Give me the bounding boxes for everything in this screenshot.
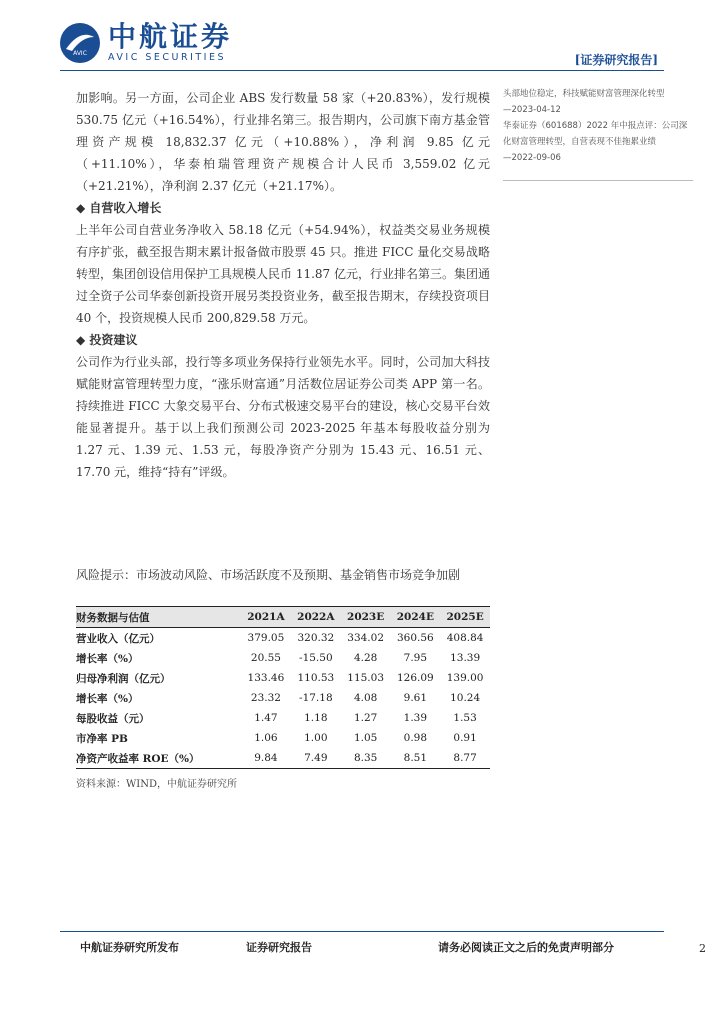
section-title-proprietary: ◆ 自营收入增长 [76, 201, 162, 215]
table-row [76, 688, 490, 708]
table-cell: 320.32 [297, 632, 335, 644]
table-cell: 7.49 [291, 748, 341, 769]
table-cell: 归母净利润（亿元） [76, 672, 171, 685]
financial-data-table [76, 606, 490, 769]
table-cell: 0.91 [453, 732, 477, 744]
table-cell: 1.47 [254, 712, 278, 724]
table-cell: 1.00 [304, 732, 328, 744]
table-header-cell: 2021A [241, 607, 291, 628]
table-cell: 23.32 [250, 692, 281, 704]
table-cell: 379.05 [247, 632, 285, 644]
table-row [76, 708, 490, 728]
body-paragraph-1: 加影响。另一方面，公司企业 ABS 发行数量 58 家（+20.83%），发行规模 530.75 亿元（+16.54%），行业排名第三。报告期内，公司旗下南方基金管理资产规模 18,832.37 亿元（+10.88%），净利润 9.85 亿元（+11.10%），华泰柏瑞管理资产规模合计人民币 3,559.02 亿元（+21.21%），净利润 2.37 亿元（+21.17%）。 [76, 91, 490, 193]
table-cell: 营业收入（亿元） [76, 632, 160, 645]
header-divider [60, 70, 664, 71]
table-cell: 4.28 [353, 652, 378, 664]
table-header-cell: 2023E [341, 607, 391, 628]
table-cell: 9.61 [403, 692, 428, 704]
table-cell: 0.98 [403, 732, 428, 744]
body-paragraph-2: 上半年公司自营业务净收入 58.18 亿元（+54.94%），权益类交易业务规模有序扩张，截至报告期末累计报备做市股票 45 只。推进 FICC 量化交易战略转型，集团创设信用保护工具规模人民币 11.87 亿元，行业排名第三。集团通过全资子公司华泰创新投资开展另类投资业务，截至报告期末，存续投资项目 40 个，投资规模人民币 200,829.58 万元。 [76, 223, 490, 325]
table-header-row [76, 607, 490, 628]
table-cell: 增长率（%） [76, 692, 139, 705]
table-cell: 市净率 PB [76, 732, 128, 745]
related-report-title[interactable]: 华泰证券（601688）2022 年中报点评：公司深化财富管理转型，自营表现不佳拖累业绩 [503, 121, 688, 147]
table-cell: 334.02 [347, 632, 385, 644]
footer-divider [60, 931, 664, 932]
logo-badge-text: AVIC [73, 49, 87, 57]
table-cell: 1.27 [353, 712, 378, 724]
table-cell: 每股收益（元） [76, 712, 150, 725]
footer-disclaimer-link[interactable]: 请务必阅读正文之后的免责声明部分 [438, 941, 614, 954]
related-report-date: —2023-04-12 [503, 105, 561, 115]
table-row [76, 748, 490, 769]
logo-chinese-name: 中航证券 [108, 20, 233, 53]
table-cell: 10.24 [450, 692, 481, 704]
table-cell: 8.35 [341, 748, 391, 769]
table-cell: 408.84 [446, 632, 484, 644]
table-header-cell: 财务数据与估值 [76, 607, 241, 628]
section-title-investment-advice: ◆ 投资建议 [76, 333, 138, 347]
related-report-title[interactable]: 头部地位稳定，科技赋能财富管理深化转型 [503, 89, 665, 99]
table-cell: 1.06 [254, 732, 278, 744]
table-cell: 1.39 [403, 712, 428, 724]
table-cell: 13.39 [450, 652, 481, 664]
table-cell: 110.53 [297, 672, 335, 684]
avic-logo-icon [60, 23, 100, 63]
table-row [76, 628, 490, 649]
table-row [76, 648, 490, 668]
table-cell: 1.05 [353, 732, 378, 744]
risk-warning: 风险提示：市场波动风险、市场活跃度不及预期、基金销售市场竞争加剧 [76, 568, 461, 582]
table-cell: 8.77 [440, 748, 490, 769]
table-header-cell: 2022A [291, 607, 341, 628]
company-logo [60, 22, 232, 63]
main-body [76, 87, 490, 483]
related-reports-sidebar [503, 86, 693, 166]
table-cell: 增长率（%） [76, 652, 139, 665]
table-cell: -15.50 [299, 652, 333, 664]
table-cell: 126.09 [396, 672, 434, 684]
page-number: 2 [699, 942, 706, 955]
footer-publisher: 中航证券研究所发布 [80, 941, 179, 954]
table-cell: 1.53 [453, 712, 477, 724]
table-header-cell: 2025E [440, 607, 490, 628]
table-header-cell: 2024E [391, 607, 441, 628]
table-cell: 8.51 [391, 748, 441, 769]
table-cell: 133.46 [247, 672, 285, 684]
table-cell: 20.55 [250, 652, 281, 664]
table-cell: 115.03 [347, 672, 385, 684]
table-cell: 4.08 [353, 692, 378, 704]
related-report-date: —2022-09-06 [503, 153, 561, 163]
table-cell: -17.18 [299, 692, 333, 704]
table-cell: 360.56 [396, 632, 434, 644]
table-cell: 净资产收益率 ROE（%） [76, 748, 241, 769]
report-type-tag: [证券研究报告] [574, 53, 658, 67]
logo-english-name: AVIC SECURITIES [108, 52, 227, 63]
table-row [76, 728, 490, 748]
footer-report-type: 证券研究报告 [246, 941, 312, 954]
body-paragraph-3: 公司作为行业头部，投行等多项业务保持行业领先水平。同时，公司加大科技赋能财富管理转型力度，“涨乐财富通”月活数位居证券公司类 APP 第一名。持续推进 FICC 大象交易平台、分布式极速交易平台的建设，核心交易平台效能显著提升。基于以上我们预测公司 2023-2025 年基本每股收益分别为 1.27 元、1.39 元、1.53 元，每股净资产分别为 15.43 元、16.51 元、17.70 元，维持“持有”评级。 [76, 355, 490, 479]
table-row [76, 668, 490, 688]
table-source-note: 资料来源：WIND，中航证券研究所 [76, 779, 237, 790]
table-cell: 7.95 [403, 652, 428, 664]
table-cell: 9.84 [241, 748, 291, 769]
table-cell: 1.18 [304, 712, 328, 724]
sidebar-divider [503, 180, 693, 181]
table-cell: 139.00 [446, 672, 484, 684]
